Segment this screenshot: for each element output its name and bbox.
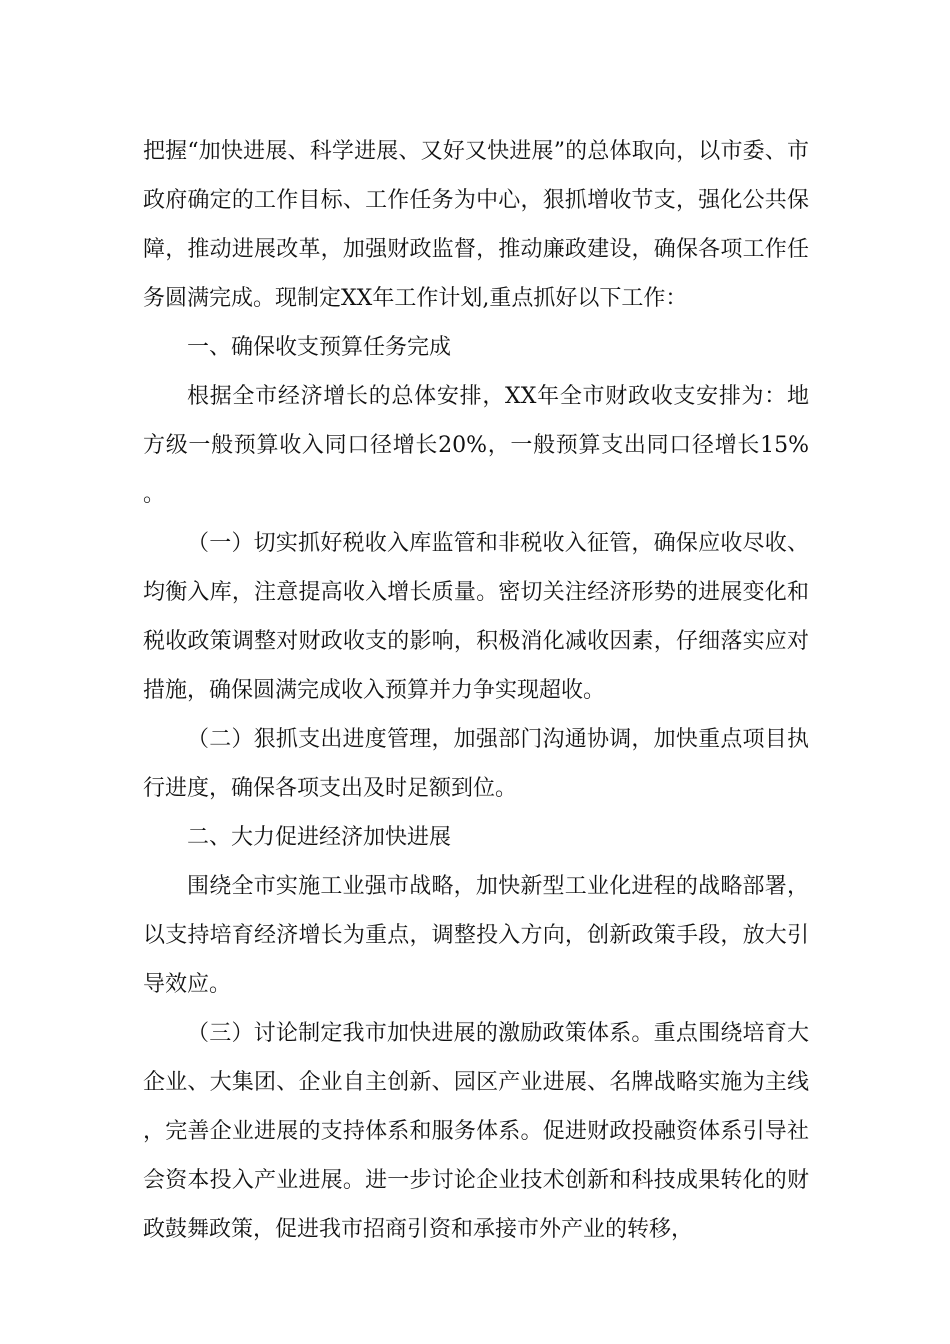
paragraph-budget-arrangement: 根据全市经济增长的总体安排，XX年全市财政收支安排为：地方级一般预算收入同口径增长20%，一般预算支出同口径增长15%。: [143, 384, 809, 507]
paragraph-item-3: （三）讨论制定我市加快进展的激励政策体系。重点围绕培育大企业、大集团、企业自主创新、园区产业进展、名牌战略实施为主线，完善企业进展的支持体系和服务体系。促进财政投融资体系引导社会资本投入产业进展。进一步讨论企业技术创新和科技成果转化的财政鼓舞政策，促进我市招商引资和承接市外产业的转移，: [143, 1021, 809, 1242]
paragraph-intro-continuation: 把握“加快进展、科学进展、又好又快进展”的总体取向，以市委、市政府确定的工作目标、工作任务为中心，狠抓增收节支，强化公共保障，推动进展改革，加强财政监督，推动廉政建设，确保各项工作任务圆满完成。现制定XX年工作计划,重点抓好以下工作：: [143, 139, 809, 311]
section-heading-2: 二、大力促进经济加快进展: [187, 825, 452, 850]
paragraph-item-1: （一）切实抓好税收入库监管和非税收入征管，确保应收尽收、均衡入库，注意提高收入增长质量。密切关注经济形势的进展变化和税收政策调整对财政收支的影响，积极消化减收因素，仔细落实应对措施，确保圆满完成收入预算并力争实现超收。: [143, 531, 809, 703]
section-heading-1: 一、确保收支预算任务完成: [187, 335, 452, 360]
paragraph-item-2: （二）狠抓支出进度管理，加强部门沟通协调，加快重点项目执行进度，确保各项支出及时足额到位。: [143, 727, 809, 801]
paragraph-industry-strategy: 围绕全市实施工业强市战略，加快新型工业化进程的战略部署，以支持培育经济增长为重点，调整投入方向，创新政策手段，放大引导效应。: [143, 874, 809, 997]
document-body: [143, 127, 809, 1254]
